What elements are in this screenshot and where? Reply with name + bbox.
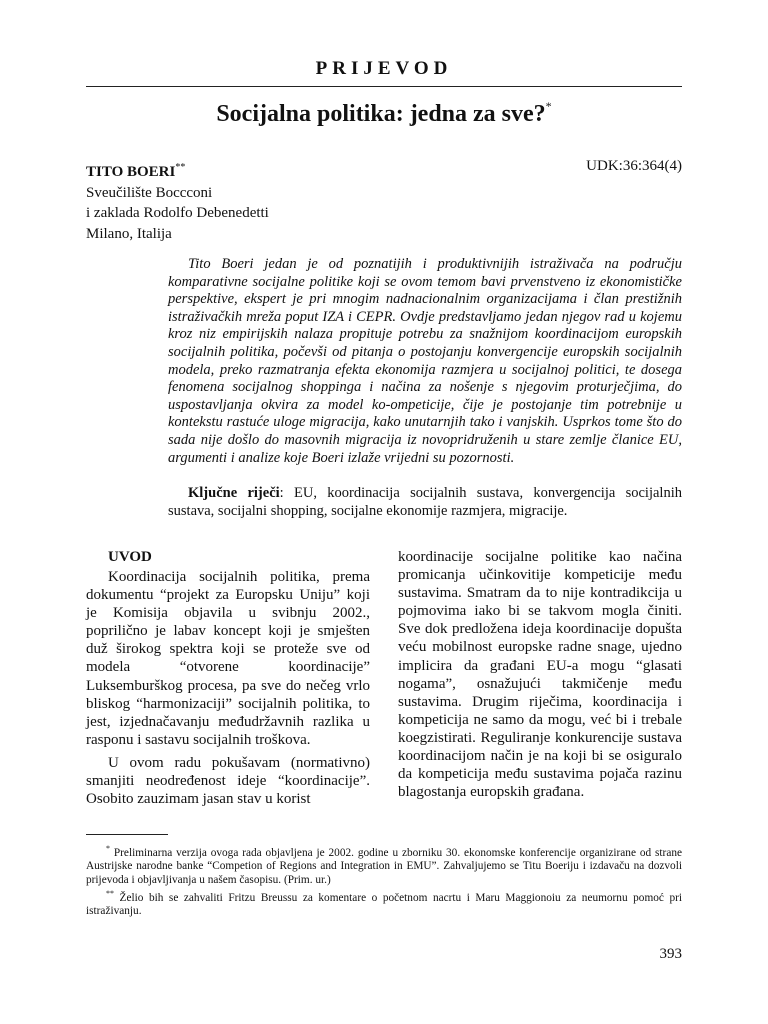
footnote [86, 887, 682, 919]
body-column-right [398, 548, 682, 806]
footnote-rule [86, 834, 168, 835]
author-block [86, 158, 269, 244]
author-footnote-mark: ** [175, 162, 186, 173]
affiliation-line: Milano, Italija [86, 225, 172, 242]
abstract: Tito Boeri jedan je od poznatijih i produktivnijih istraživača na području komparativne socijalne politike koji se ovom temom bavi prvenstveno iz ekonomističke perspektive, ekspert je pri mnogim nadnacionalnim organizacijama i član prestižnih istraživačkih mreža poput IZA i CEPR. Ovdje predstavljamo jedan njegov rad u kojemu kroz niz empirijskih nalaza propituje potrebu za snažnijom koordinacijom europskih socijalnih politika, počevši od pitanja o postojanju konvergencije europskih socijalnih modela, preko razmatranja efekta ekonomija razmjera u socijalnoj politici, te dosega fenomena socijalnog shoppinga i načina za nošenje s njegovim proturječjima, do uspostavljanja okvira za model ko-ompeticije, čije je postojanje tim potrebnije u kontekstu rastuće uloge migracija, kako unutarnjih tako i vanjskih. Usprkos tome što do sada nije došlo do masovnih migracija iz novopridruženih u stare zemlje članice EU, argumenti i analize koje Boeri izlaže vrijedni su pozornosti. [168, 256, 682, 466]
page-number: 393 [659, 946, 682, 962]
article-title [86, 101, 682, 128]
author-name: TITO BOERI** [86, 162, 186, 180]
footnote [86, 842, 682, 887]
affiliation-line: i zaklada Rodolfo Debenedetti [86, 205, 269, 221]
section-label: PRIJEVOD [315, 58, 453, 79]
footnote-text: Preliminarna verzija ovoga rada objavljena je 2002. godine u zborniku 30. ekonomske konferencije organizirane od strane Austrijske narodne banke “Competion of Regions and Integration in EMU”. Zahvaljujemo se Titu Boeriju i izdavaču na dozvoli prijevoda i objavljivanja u našem časopisu. (Prim. ur.) [86, 846, 682, 886]
keywords-text: : EU, koordinacija socijalnih sustava, konvergencija socijalnih sustava, socijalni shopping, socijalne ekonomije razmjera, migracije. [168, 485, 682, 519]
body-paragraph: koordinacije socijalne politike kao načina promicanja učinkovitije kompeticije među sustavima. Smatram da to nije kontradikcija u pojmovima iako bi se takvom mogla činiti. Sve dok predložena ideja koordinacije dopušta veću mobilnost europske radne snage, ujedno implicira da građani EU-a mogu “glasati nogama”, osnažujući takmičenje među sustavima. Drugim riječima, koordinacija i kompeticija ne samo da mogu, već bi i trebale koegzistirati. Reguliranje konkurencije sustava koordinacijom način je na koji bi se osiguralo da kompeticija među sustavima pojača razinu blagostanja europskih građana. [398, 549, 682, 801]
udk-code: UDK:36:364(4) [586, 158, 682, 174]
footnotes [86, 842, 682, 919]
title-text: Socijalna politika: jedna za sve? [216, 101, 546, 127]
keywords-label: Ključne riječi [188, 485, 280, 501]
body-paragraph: Koordinacija socijalnih politika, prema dokumentu “projekt za Europsku Uniju” koji je Komisija objavila u svibnju 2002., poprilično je labav koncept koji je smješten duž širokog spektra koji se proteže sve od modela “otvorene koordinacije” Luksemburškog procesa, pa sve do nečeg vrlo bliskog “harmonizaciji” socijalnih politika, to jest, izjednačavanju međudržavnih razlika u rasponu i sastavu socijalnih troškova. [86, 569, 370, 748]
section-heading: UVOD [108, 549, 152, 565]
body-paragraph: U ovom radu pokušavam (normativno) smanjiti neodređenost ideje “koordinacije”. Osobito zauzimam jasan stav u korist [86, 754, 370, 808]
title-footnote-mark: * [545, 99, 552, 113]
body-column-left [86, 548, 370, 813]
header-rule [86, 86, 682, 87]
footnote-text: Želio bih se zahvaliti Fritzu Breussu za komentare o početnom nacrtu i Maru Maggionoiu za neumornu pomoć pri istraživanju. [86, 891, 682, 918]
affiliation-line: Sveučilište Boccconi [86, 184, 213, 201]
keywords [168, 484, 682, 520]
footnote-mark: ** [106, 888, 114, 898]
footnote-mark: * [106, 844, 110, 853]
